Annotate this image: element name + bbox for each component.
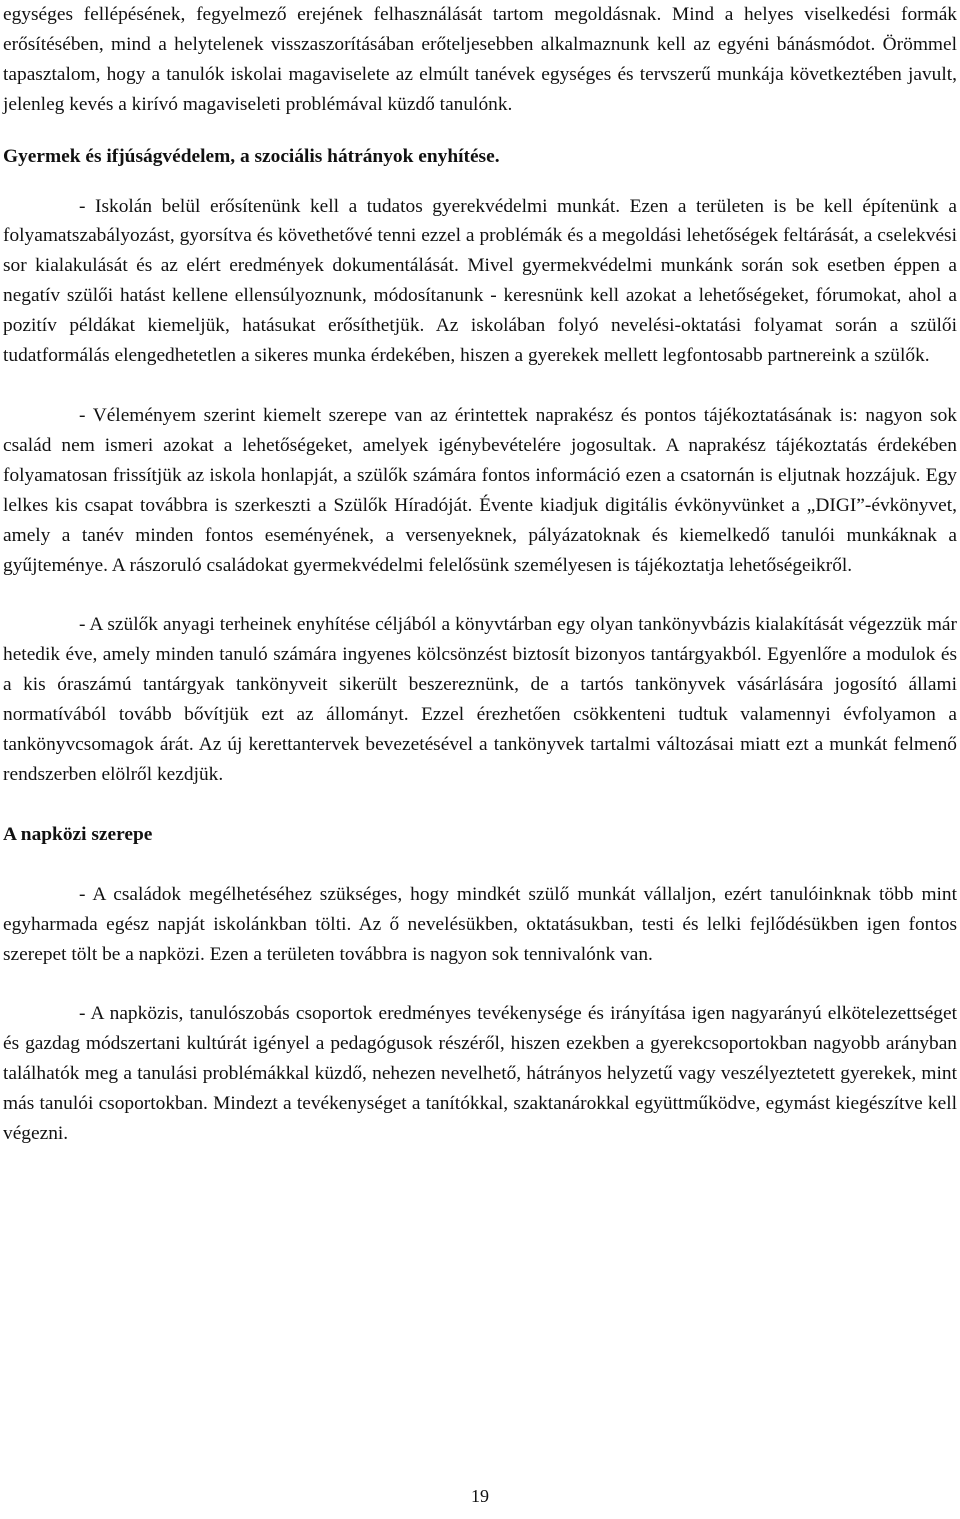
- page-number: 19: [471, 1486, 489, 1506]
- paragraph-after-school-families: - A családok megélhetéséhez szükséges, hogy mindkét szülő munkát vállaljon, ezért tanulóinknak több mint egyharmada egész napját iskolánkban tölti. Az ő nevelésükben, oktatásukban, testi és lelki fejlődésükben igen fontos szerepet tölt be a napközi. Ezen a területen továbbra is nagyon sok tennivalónk van.: [3, 883, 957, 965]
- paragraph-information: - Véleményem szerint kiemelt szerepe van az érintettek naprakész és pontos tájékoztatásának is: nagyon sok család nem ismeri azokat a lehetőségeket, amelyek igénybevételére jogosultak. A naprakész tájékoztatás érdekében folyamatosan frissítjük az iskola honlapját, a szülők számára fontos információ ezen a csatornán is eljutnak hozzájuk. Egy lelkes kis csapat továbbra is szerkeszti a Szülők Híradóját. Évente kiadjuk digitális évkönyvünket a „DIGI”-évkönyvet, amely a tanév minden fontos eseményének, a versenyeknek, pályázatoknak és kiemelkedő tanulói munkáknak a gyűjteménye. A rászoruló családokat gyermekvédelmi felelősünk személyesen is tájékoztatja lehetőségeikről.: [3, 404, 957, 576]
- heading-after-school: A napközi szerepe: [3, 823, 153, 845]
- heading-child-protection: Gyermek és ifjúságvédelem, a szociális hátrányok enyhítése.: [3, 145, 500, 167]
- paragraph-discipline: egységes fellépésének, fegyelmező erejének felhasználását tartom megoldásnak. Mind a helyes viselkedési formák erősítésében, mind a helytelenek visszaszorításában erőteljesebben alkalmaznunk kell az egyéni bánásmódot. Örömmel tapasztalom, hogy a tanulók iskolai magaviselete az elmúlt tanévek egységes és tervszerű munkája következtében javult, jelenleg kevés a kirívó magaviseleti problémával küzdő tanulónk.: [3, 4, 957, 115]
- paragraph-child-protection: - Iskolán belül erősítenünk kell a tudatos gyerekvédelmi munkát. Ezen a területen is be kell építenünk a folyamatszabályozást, gyorsítva és követhetővé tenni ezzel a problémák és a megoldási lehetőségek feltárását, a cselekvési sor kialakulását és az elért eredmények dokumentálását. Mivel gyermekvédelmi munkánk során sok esetben éppen a negatív szülői hatást kellene ellensúlyoznunk, módosítanunk - keresnünk kell azokat a lehetőségeket, fórumokat, ahol a pozitív példákat kiemeljük, hatásukat erősíthetjük. Az iskolában folyó nevelési-oktatási folyamat során a szülői tudatformálás elengedhetetlen a sikeres munka érdekében, hiszen a gyerekek mellett legfontosabb partnereink a szülők.: [3, 195, 957, 367]
- paragraph-after-school-groups: - A napközis, tanulószobás csoportok eredményes tevékenysége és irányítása igen nagyarányú elkötelezettséget és gazdag módszertani kultúrát igényel a pedagógusok részéről, hiszen ezekben a gyerekcsoportokban nagyobb arányban találhatók meg a tanulási problémákkal küzdő, nehezen nevelhető, hátrányos helyzetű vagy veszélyeztetett gyerekek, mint más tanulói csoportokban. Mindezt a tevékenységet a tanítókkal, szaktanárokkal együttműködve, egymást kiegészítve kell végezni.: [3, 1003, 957, 1145]
- paragraph-textbooks: - A szülők anyagi terheinek enyhítése céljából a könyvtárban egy olyan tankönyvbázis kialakítását végezzük már hetedik éve, amely minden tanuló számára ingyenes kölcsönzést biztosít bizonyos tantárgyakból. Egyenlőre a modulok és a kis óraszámú tantárgyak tankönyveit sikerült beszereznünk, de a tartós tankönyvek vásárlására jogosító állami normatívából tovább bővítjük ezt az állományt. Ezzel érezhetően csökkenteni tudtuk valamennyi évfolyamon a tankönyvcsomagok árát. Az új kerettantervek bevezetésével a tankönyvek tartalmi változásai miatt ezt a munkát felmenő rendszerben elölről kezdjük.: [3, 614, 957, 785]
